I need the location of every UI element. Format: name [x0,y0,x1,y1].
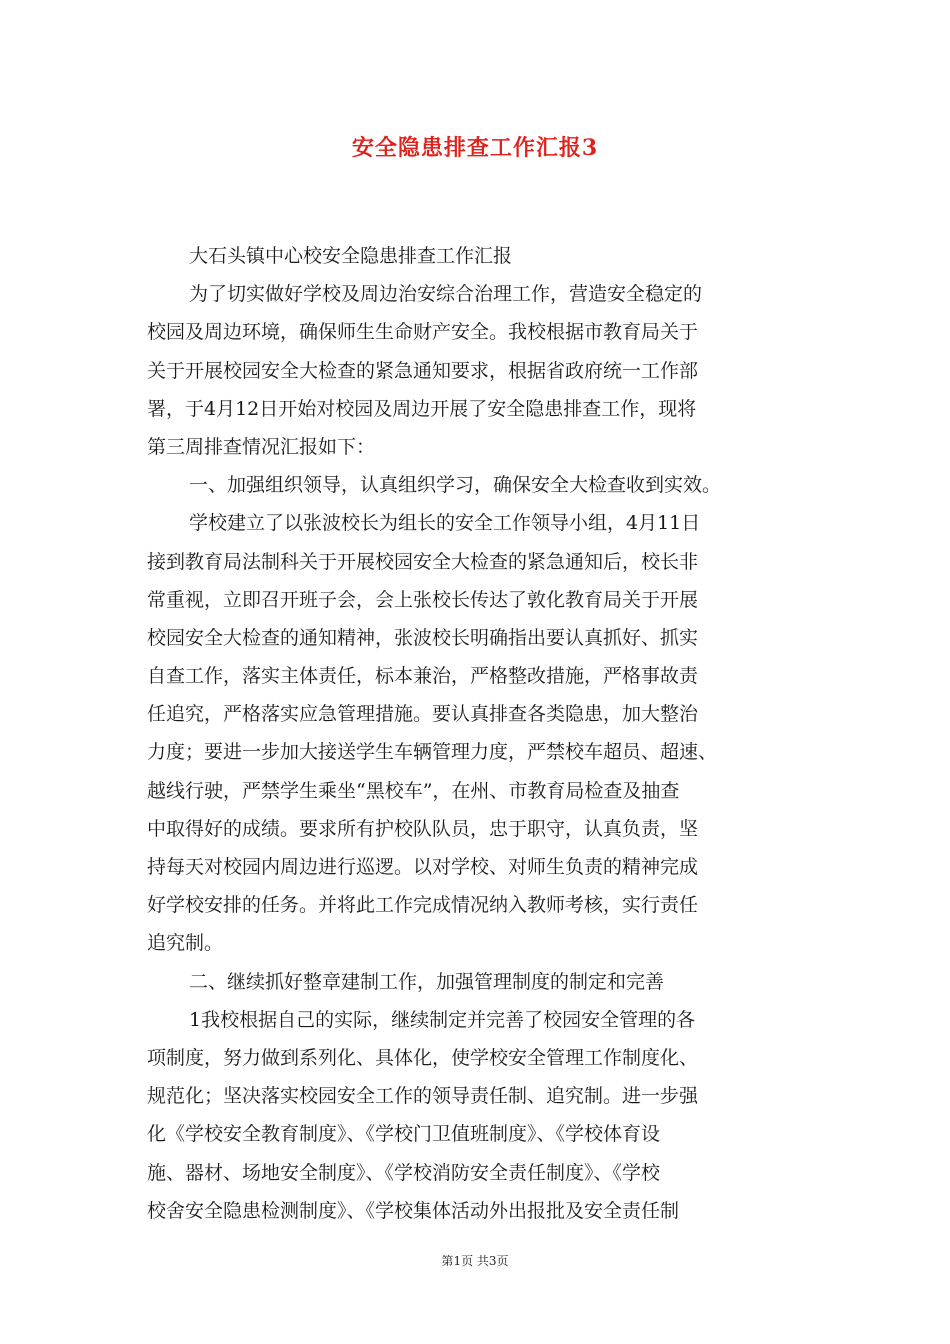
text-line: 关于开展校园安全大检查的紧急通知要求，根据省政府统一工作部 [147,359,699,382]
document-title: 安全隐患排查工作汇报3 [351,135,599,161]
text-line: 第三周排查情况汇报如下： [147,435,376,458]
text-line: 大石头镇中心校安全隐患排查工作汇报 [189,245,513,267]
text-line: 接到教育局法制科关于开展校园安全大检查的紧急通知后，校长非 [147,550,699,573]
footer-page-mid: 页 共 [461,1254,489,1268]
text-line: 规范化；坚决落实校园安全工作的领导责任制、追究制。进一步强 [147,1085,699,1108]
page-footer [0,1252,950,1269]
document-body [147,237,803,1230]
text-line: 学校建立了以张波校长为组长的安全工作领导小组，4月11日 [189,512,701,535]
text-line: 署，于4月12日开始对校园及周边开展了安全隐患排查工作，现将 [147,397,697,420]
text-line: 校园及周边环境，确保师生生命财产安全。我校根据市教育局关于 [147,321,699,344]
text-line: 常重视，立即召开班子会，会上张校长传达了敦化教育局关于开展 [147,588,699,611]
text-line: 自查工作，落实主体责任，标本兼治，严格整改措施，严格事故责 [147,665,699,688]
text-line: 校舍安全隐患检测制度》、《学校集体活动外出报批及安全责任制 [147,1199,680,1222]
text-line: 任追究，严格落实应急管理措施。要认真排查各类隐患，加大整治 [147,703,699,726]
text-line: 化《学校安全教育制度》、《学校门卫值班制度》、《学校体育设 [147,1123,661,1146]
footer-page-end: 页 [496,1254,509,1268]
text-line: 为了切实做好学校及周边治安综合治理工作，营造安全稳定的 [189,283,703,306]
footer-page-number: 1 [453,1254,462,1268]
text-line: 中取得好的成绩。要求所有护校队队员，忠于职守，认真负责，坚 [147,817,699,840]
text-line: 项制度，努力做到系列化、具体化，使学校安全管理工作制度化、 [147,1046,699,1069]
text-line: 二、继续抓好整章建制工作，加强管理制度的制定和完善 [189,970,665,993]
footer-page-label: 第 [441,1254,454,1268]
text-line: 好学校安排的任务。并将此工作完成情况纳入教师考核，实行责任 [147,894,699,917]
text-line: 施、器材、场地安全制度》、《学校消防安全责任制度》、《学校 [147,1161,661,1184]
text-line: 一、加强组织领导，认真组织学习，确保安全大检查收到实效。 [189,474,722,497]
text-line: 追究制。 [147,932,224,955]
text-line: 持每天对校园内周边进行巡逻。以对学校、对师生负责的精神完成 [147,856,699,878]
text-line: 越线行驶，严禁学生乘坐“黑校车”，在州、市教育局检查及抽查 [147,779,680,802]
footer-page-total: 3 [488,1254,497,1268]
text-line: 校园安全大检查的通知精神，张波校长明确指出要认真抓好、抓实 [147,626,699,649]
text-line: 1我校根据自己的实际，继续制定并完善了校园安全管理的各 [189,1008,696,1031]
text-line: 力度；要进一步加大接送学生车辆管理力度，严禁校车超员、超速、 [147,741,718,764]
